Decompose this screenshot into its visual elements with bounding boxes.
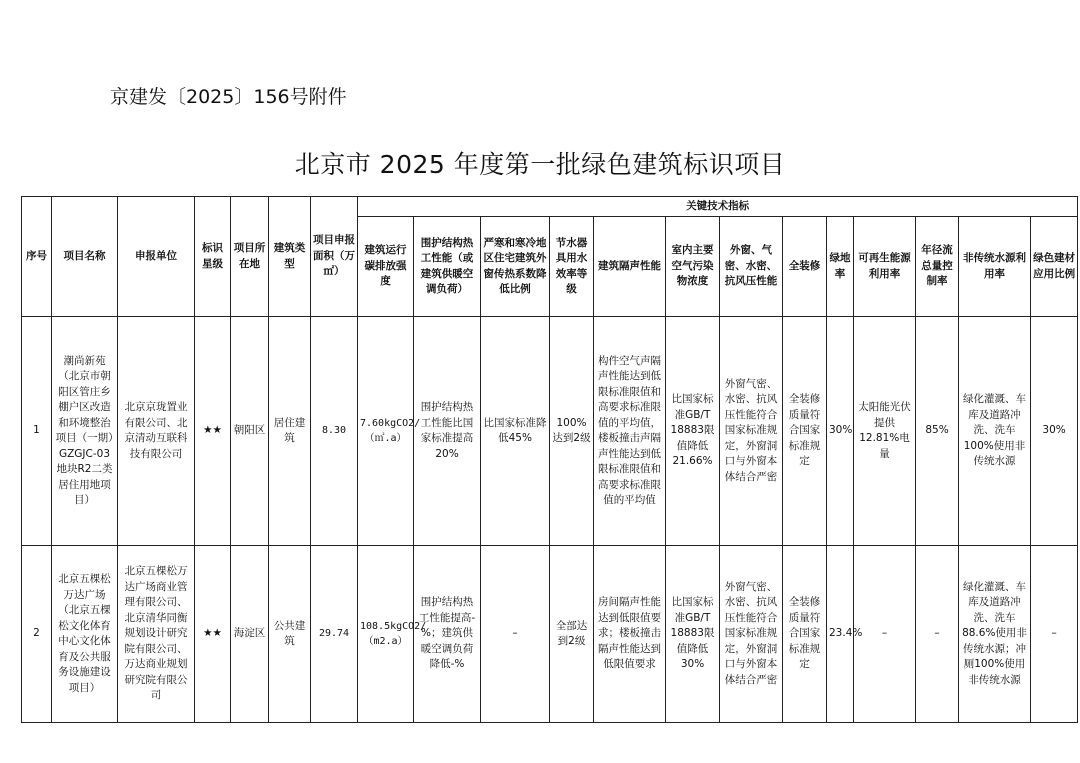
cell-sound: 构件空气声隔声性能达到低限标准限值和高要求标准限值的平均值，楼板撞击声隔声性能达到低限标准限值和高要求标准限值的平均值 [594, 317, 666, 546]
header-envelope: 围护结构热工性能（或建筑供暖空调负荷） [414, 217, 481, 317]
project-table [21, 196, 1078, 723]
header-area: 项目申报面积（万㎡） [311, 197, 358, 317]
cell-building-type: 公共建筑 [269, 546, 311, 723]
cell-window-perf: 外窗气密、水密、抗风压性能符合国家标准规定，外窗洞口与外窗本体结合严密 [720, 546, 783, 723]
cell-carbon: 7.60kgCO2/（㎡.a） [358, 317, 414, 546]
header-runoff: 年径流总量控制率 [916, 217, 959, 317]
header-applicant: 申报单位 [118, 197, 195, 317]
header-window-perf: 外窗、气密、水密、抗风压性能 [720, 217, 783, 317]
cell-runoff: 85% [916, 317, 959, 546]
header-green-rate: 绿地率 [827, 217, 854, 317]
cell-renewable: 太阳能光伏提供12.81%电量 [854, 317, 916, 546]
cell-window-perf: 外窗气密、水密、抗风压性能符合国家标准规定，外窗洞口与外窗本体结合严密 [720, 317, 783, 546]
cell-full-decor: 全装修质量符合国家标准规定 [783, 546, 827, 723]
cell-window-loss: 比国家标准降低45% [481, 317, 550, 546]
header-seq: 序号 [22, 197, 52, 317]
header-row-1 [22, 197, 1078, 217]
cell-water-fixture: 100%达到2级 [550, 317, 594, 546]
cell-applicant: 北京五棵松万达广场商业管理有限公司、北京清华同衡规划设计研究院有限公司、万达商业规划研究院有限公司 [118, 546, 195, 723]
table-row [22, 546, 1078, 723]
cell-area: 29.74 [311, 546, 358, 723]
header-nontrad-water: 非传统水源利用率 [959, 217, 1031, 317]
header-key-indicators: 关键技术指标 [358, 197, 1078, 217]
cell-indoor-air: 比国家标准GB/T 18883限值降低21.66% [666, 317, 720, 546]
cell-envelope: 围护结构热工性能比国家标准提高20% [414, 317, 481, 546]
header-district: 项目所在地 [231, 197, 269, 317]
header-project-name: 项目名称 [52, 197, 118, 317]
cell-envelope: 围护结构热工性能提高-%；建筑供暖空调负荷降低-% [414, 546, 481, 723]
cell-star-level: ★★ [195, 317, 231, 546]
cell-green-material: – [1031, 546, 1078, 723]
cell-area: 8.30 [311, 317, 358, 546]
cell-water-fixture: 全部达到2级 [550, 546, 594, 723]
cell-green-rate: 30% [827, 317, 854, 546]
cell-project-name: 潮尚新苑（北京市朝阳区管庄乡棚户区改造和环境整治项目（一期）GZGJC-03地块R2二类居住用地项目） [52, 317, 118, 546]
cell-seq: 2 [22, 546, 52, 723]
cell-runoff: – [916, 546, 959, 723]
cell-green-material: 30% [1031, 317, 1078, 546]
header-carbon: 建筑运行碳排放强度 [358, 217, 414, 317]
header-window-loss: 严寒和寒冷地区住宅建筑外窗传热系数降低比例 [481, 217, 550, 317]
cell-green-rate: 23.4% [827, 546, 854, 723]
cell-carbon: 108.5kgCO2/（m2.a） [358, 546, 414, 723]
cell-star-level: ★★ [195, 546, 231, 723]
header-sound: 建筑隔声性能 [594, 217, 666, 317]
cell-district: 海淀区 [231, 546, 269, 723]
cell-building-type: 居住建筑 [269, 317, 311, 546]
header-water-fixture: 节水器具用水效率等级 [550, 217, 594, 317]
cell-nontrad-water: 绿化灌溉、车库及道路冲洗、洗车88.6%使用非传统水源；冲厕100%使用非传统水源 [959, 546, 1031, 723]
header-star-level: 标识星级 [195, 197, 231, 317]
cell-project-name: 北京五棵松万达广场（北京五棵松文化体育中心文化体育及公共服务设施建设项目） [52, 546, 118, 723]
header-renewable: 可再生能源利用率 [854, 217, 916, 317]
header-green-material: 绿色建材应用比例 [1031, 217, 1078, 317]
header-full-decor: 全装修 [783, 217, 827, 317]
cell-renewable: – [854, 546, 916, 723]
header-indoor-air: 室内主要空气污染物浓度 [666, 217, 720, 317]
cell-window-loss: – [481, 546, 550, 723]
document-number: 京建发〔2025〕156号附件 [110, 86, 347, 108]
table-row [22, 317, 1078, 546]
cell-district: 朝阳区 [231, 317, 269, 546]
cell-sound: 房间隔声性能达到低限值要求；楼板撞击隔声性能达到低限值要求 [594, 546, 666, 723]
header-building-type: 建筑类型 [269, 197, 311, 317]
cell-indoor-air: 比国家标准GB/T 18883限值降低30% [666, 546, 720, 723]
cell-full-decor: 全装修质量符合国家标准规定 [783, 317, 827, 546]
page-title: 北京市 2025 年度第一批绿色建筑标识项目 [294, 150, 786, 179]
cell-seq: 1 [22, 317, 52, 546]
cell-applicant: 北京京珑置业有限公司、北京清动互联科技有限公司 [118, 317, 195, 546]
cell-nontrad-water: 绿化灌溉、车库及道路冲洗、洗车100%使用非传统水源 [959, 317, 1031, 546]
